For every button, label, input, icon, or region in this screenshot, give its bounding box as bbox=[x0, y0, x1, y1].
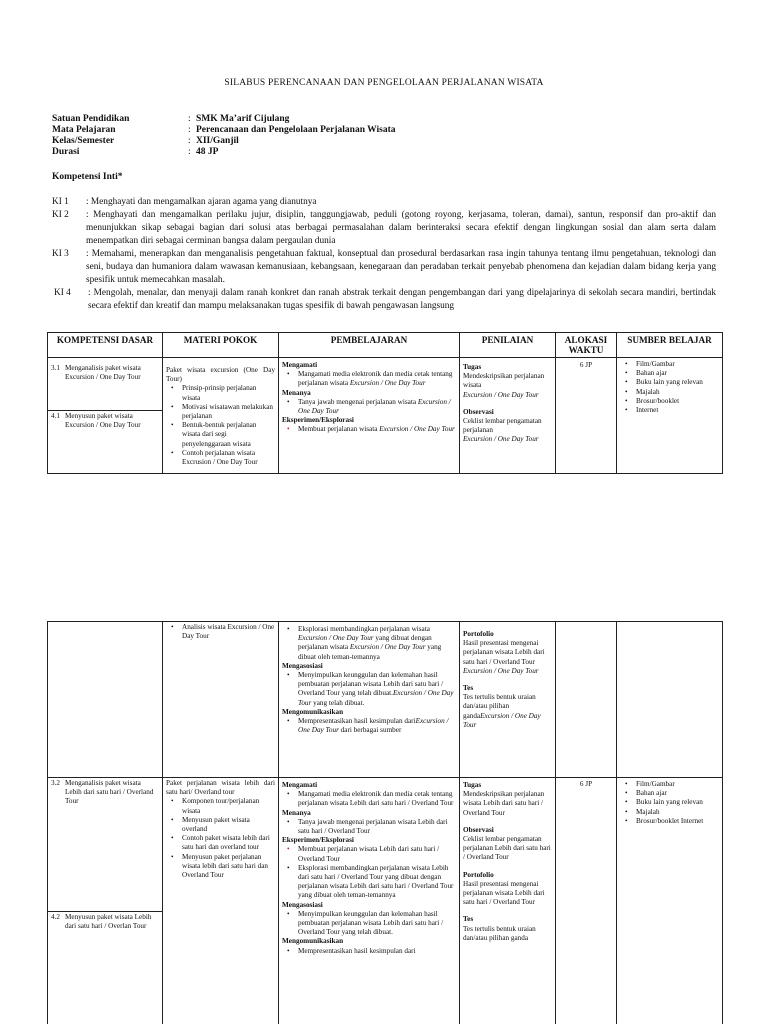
identity-row bbox=[52, 147, 396, 158]
activity-italic: Excursion / One Day Tour bbox=[349, 643, 426, 652]
identity-label: Kelas/Semester bbox=[52, 136, 115, 146]
materi-list bbox=[166, 623, 275, 641]
list-item: • Prinsip-prinsip perjalanan wisata bbox=[166, 384, 275, 402]
assessment-text: Mendeskripsikan perjalanan wisata Lebih dari satu hari / Overland Tour bbox=[463, 790, 545, 817]
header-alokasi-waktu: ALOKASI WAKTU bbox=[556, 333, 617, 358]
header-kompetensi-dasar: KOMPETENSI DASAR bbox=[48, 333, 163, 358]
page-title: SILABUS PERENCANAAN DAN PENGELOLAAN PERJALANAN WISATA bbox=[224, 78, 544, 88]
assessment-text: Hasil presentasi mengenai perjalanan wisata Lebih dari satu hari / Overland Tour bbox=[463, 879, 545, 907]
list-item bbox=[282, 425, 456, 434]
activity-text: yang telah dibuat. bbox=[311, 698, 365, 707]
materi-pokok-cell bbox=[163, 778, 279, 1024]
kd-text: Menganalisis paket wisata Lebih dari satu hari / Overland Tour bbox=[65, 779, 154, 806]
header-pembelajaran: PEMBELAJARAN bbox=[279, 333, 460, 358]
pembelajaran-cell bbox=[279, 778, 460, 1024]
list-item: • Contoh paket wisata lebih dari satu hari dan overland tour bbox=[166, 834, 275, 852]
section-mengkomunikasikan: Mengomunikasikan bbox=[282, 707, 344, 716]
ki-list bbox=[52, 196, 716, 313]
list-item bbox=[282, 370, 456, 388]
penilaian-cell bbox=[460, 358, 556, 474]
activity-text: Tanya jawab mengenai perjalanan wisata bbox=[298, 397, 418, 406]
sumber-cell bbox=[617, 622, 723, 778]
list-item: • Eksplorasi membandingkan perjalanan wisata Lebih dari satu hari / Overland Tour yang dibuat dengan perjalanan wisata Lebih dari satu hari / Overland Tour yang dibuat oleh teman-temannya bbox=[282, 864, 456, 901]
ki-item bbox=[54, 287, 716, 313]
sumber-list bbox=[620, 360, 719, 415]
list-item: • Tanya jawab mengenai perjalanan wisata Lebih dari satu hari / Overland Tour bbox=[282, 818, 456, 836]
activity-italic: Excursion / One Day Tour bbox=[298, 634, 374, 643]
list-item bbox=[282, 671, 456, 708]
kd-item bbox=[51, 364, 159, 410]
assessment-observasi: Observasi bbox=[463, 825, 494, 834]
kompetensi-dasar-cell bbox=[48, 622, 163, 778]
assessment-tes: Tes bbox=[463, 684, 474, 693]
list-item: • Bahan ajar bbox=[620, 789, 719, 798]
alokasi-cell bbox=[556, 778, 617, 1024]
list-item: • Komponen tour/perjalanan wisata bbox=[166, 797, 275, 815]
pembelajaran-cell bbox=[279, 358, 460, 474]
assessment-portofolio: Portofolio bbox=[463, 870, 494, 879]
alokasi-value: 6 JP bbox=[579, 361, 593, 369]
kd-text: Menyusun paket wisata Excursion / One Day Tour bbox=[65, 412, 141, 430]
assessment-italic: Excursion / One Day Tour bbox=[463, 711, 541, 729]
assessment-text: Tes tertulis bentuk uraian dan/atau pilihan ganda bbox=[463, 924, 536, 942]
assessment-tes: Tes bbox=[463, 915, 474, 924]
section-menanya: Menanya bbox=[282, 388, 311, 397]
list-item: • Mempresentasikan hasil kesimpulan dari bbox=[282, 947, 456, 956]
ki-heading: Kompetensi Inti* bbox=[52, 172, 123, 182]
kd-item bbox=[48, 410, 162, 430]
materi-list bbox=[166, 384, 275, 467]
activity-italic: Excursion / One Day Tour bbox=[298, 397, 451, 416]
identity-block bbox=[52, 114, 396, 158]
list-item: • Majalah bbox=[620, 808, 719, 817]
section-mengasosiasi: Mengasosiasi bbox=[282, 900, 323, 909]
section-mengamati: Mengamati bbox=[282, 781, 318, 789]
list-item: • Menyimpulkan keunggulan dan kelemahan hasil pembuatan perjalanan wisata Lebih dari satu hari / Overland Tour yang telah dibuat. bbox=[282, 910, 456, 938]
list-item: • Mangamati media elektronik dan media cetak tentang perjalanan wisata Lebih dari satu hari / Overland Tour bbox=[282, 790, 456, 808]
ki-number: KI 1 bbox=[52, 197, 69, 207]
activity-list bbox=[282, 717, 456, 735]
kompetensi-dasar-cell bbox=[48, 358, 163, 474]
assessment-text: Ceklist lembar pengamatan perjalanan Lebih dari satu hari / Overland Tour bbox=[463, 835, 551, 862]
activity-text: Eksplorasi membandingkan perjalanan wisata bbox=[298, 625, 430, 633]
assessment-text: Mendeskripsikan perjalanan wisata bbox=[463, 372, 545, 390]
section-mengkomunikasikan: Mengomunikasikan bbox=[282, 937, 344, 946]
header-materi-pokok: MATERI POKOK bbox=[163, 333, 279, 358]
list-item: • Buku lain yang relevan bbox=[620, 378, 719, 387]
identity-separator: : bbox=[188, 136, 191, 146]
identity-row bbox=[52, 125, 396, 136]
assessment-tugas: Tugas bbox=[463, 363, 482, 371]
assessment-portofolio: Portofolio bbox=[463, 630, 494, 638]
section-menanya: Menanya bbox=[282, 808, 311, 817]
ki-item bbox=[52, 196, 716, 209]
activity-italic: Excursion / One Day Tour bbox=[349, 379, 426, 388]
header-penilaian: PENILAIAN bbox=[460, 333, 556, 358]
ki-text: : Menghayati dan mengamalkan ajaran agama yang dianutnya bbox=[86, 197, 317, 207]
activity-italic: Excursion / One Day Tour bbox=[298, 689, 454, 707]
activity-list bbox=[282, 671, 456, 708]
activity-list bbox=[282, 845, 456, 900]
identity-value: 48 JP bbox=[196, 147, 219, 157]
identity-value: Perencanaan dan Pengelolaan Perjalanan Wisata bbox=[196, 125, 396, 135]
assessment-observasi: Observasi bbox=[463, 407, 494, 416]
list-item: • Menyusun paket wisata overland bbox=[166, 816, 275, 834]
activity-list bbox=[282, 910, 456, 938]
kd-number: 3.2 bbox=[51, 779, 60, 787]
ki-item bbox=[52, 248, 716, 287]
list-item: • Motivasi wisatawan melakukan perjalanan bbox=[166, 403, 275, 421]
activity-italic: Excursion / One Day Tour bbox=[379, 425, 455, 434]
alokasi-value: 6 JP bbox=[579, 780, 593, 788]
identity-label: Satuan Pendidikan bbox=[52, 114, 130, 124]
identity-value: XII/Ganjil bbox=[196, 136, 239, 146]
table-header-row bbox=[48, 333, 723, 358]
syllabus-table-2 bbox=[47, 621, 723, 1024]
penilaian-cell bbox=[460, 778, 556, 1024]
assessment-text: Ceklist lembar pengamatan perjalanan bbox=[463, 417, 542, 435]
identity-value: SMK Ma’arif Cijulang bbox=[196, 114, 290, 124]
identity-separator: : bbox=[188, 114, 191, 124]
list-item: • Internet bbox=[620, 406, 719, 415]
assessment-italic: Excursion / One Day Tour bbox=[463, 666, 539, 675]
kd-number: 4.2 bbox=[51, 913, 60, 921]
activity-text: Mempresentasikan hasil kesimpulan dari bbox=[298, 717, 416, 726]
list-item: • Brosur/booklet bbox=[620, 397, 719, 406]
assessment-tugas: Tugas bbox=[463, 781, 482, 789]
pembelajaran-cell bbox=[279, 622, 460, 778]
ki-number: KI 4 bbox=[54, 288, 71, 298]
activity-text: yang dibuat dengan perjalanan wisata bbox=[298, 634, 432, 652]
section-mengamati: Mengamati bbox=[282, 361, 318, 369]
activity-list bbox=[282, 790, 456, 808]
list-item: • Film/Gambar bbox=[620, 360, 719, 369]
activity-list bbox=[282, 398, 456, 416]
sumber-cell bbox=[617, 778, 723, 1024]
alokasi-cell bbox=[556, 622, 617, 778]
identity-separator: : bbox=[188, 147, 191, 157]
list-item bbox=[282, 398, 456, 416]
kd-item bbox=[48, 911, 162, 931]
activity-list bbox=[282, 425, 456, 434]
assessment-italic: Excursion / One Day Tour bbox=[463, 435, 539, 444]
list-item: • Membuat perjalanan wisata Lebih dari satu hari / Overland Tour bbox=[282, 845, 456, 863]
activity-list bbox=[282, 818, 456, 836]
assessment-text: Hasil presentasi mengenai perjalanan wisata Lebih dari satu hari / Overland Tour bbox=[463, 639, 545, 666]
materi-pokok-cell bbox=[163, 622, 279, 778]
ki-text: : Memahami, menerapkan dan menganalisis pengetahuan faktual, konseptual dan prosedural berdasarkan rasa ingin tahunya tentang ilmu pengetahuan, teknologi dan seni, budaya dan humaniora dalam wawasan kemanusiaan, kebangsaan, kenegaraan dan peradaban terkait penyebab phenomena dan kejadian dalam bidang kerja yang spesifik untuk memecahkan masalah. bbox=[86, 249, 716, 285]
kd-item bbox=[51, 779, 159, 911]
penilaian-cell bbox=[460, 622, 556, 778]
activity-text: Membuat perjalanan wisata bbox=[298, 425, 380, 434]
activity-text: Mangamati media elektronik dan media cetak tentang perjalanan wisata bbox=[298, 370, 453, 388]
ki-item bbox=[52, 209, 716, 248]
activity-italic: Excursion / One Day Tour bbox=[298, 717, 449, 735]
table-row bbox=[48, 358, 723, 474]
list-item: • Contoh perjalanan wisata Excrusion / One Day Tour bbox=[166, 449, 275, 467]
list-item: • Majalah bbox=[620, 388, 719, 397]
list-item: • Analisis wisata Excursion / One Day Tour bbox=[166, 623, 275, 641]
ki-number: KI 3 bbox=[52, 249, 69, 259]
ki-text: : Mengolah, menalar, dan menyaji dalam ranah konkret dan ranah abstrak terkait dengan pengembangan dari yang dipelajarinya di sekolah secara mandiri, bertindak secara efektif dan kreatif dan mampu melaksanakan tugas spesifik di bawah pengawasan langsung bbox=[88, 288, 716, 311]
kd-text: Menyusun paket wisata Lebih dari satu hari / Overlan Tour bbox=[65, 913, 152, 931]
section-eksperimen: Eksperimen/Eksplorasi bbox=[282, 836, 354, 845]
header-sumber-belajar: SUMBER BELAJAR bbox=[617, 333, 723, 358]
activity-text: Menyimpulkan keunggulan dan kelemahan hasil pembuatan perjalanan wisata Lebih dari satu hari / Overland Tour yang telah dibuat. bbox=[298, 671, 444, 698]
assessment-text bbox=[463, 693, 552, 730]
sumber-cell bbox=[617, 358, 723, 474]
table-row bbox=[48, 778, 723, 1024]
list-item: • Brosur/booklet Internet bbox=[620, 817, 719, 826]
activity-text: yang dibuat oleh teman-temannya bbox=[298, 643, 442, 661]
identity-row bbox=[52, 136, 396, 147]
activity-list bbox=[282, 625, 456, 662]
ki-number: KI 2 bbox=[52, 210, 69, 220]
identity-label: Durasi bbox=[52, 147, 80, 157]
materi-intro: Paket wisata excursion (One Day Tour) bbox=[166, 366, 275, 384]
identity-separator: : bbox=[188, 125, 191, 135]
assessment-tes-text: Tes tertulis bentuk uraian dan/atau pilihan ganda bbox=[463, 693, 536, 720]
assessment-italic: Excursion / One Day Tour bbox=[463, 390, 539, 399]
materi-intro: Paket perjalanan wisata lebih dari satu hari/ Overland tour bbox=[166, 779, 275, 797]
kd-number: 4.1 bbox=[51, 412, 60, 420]
identity-row bbox=[52, 114, 396, 125]
kd-number: 3.1 bbox=[51, 364, 60, 372]
materi-list bbox=[166, 797, 275, 880]
sumber-list bbox=[620, 780, 719, 826]
activity-list bbox=[282, 370, 456, 388]
section-eksperimen: Eksperimen/Eksplorasi bbox=[282, 416, 354, 425]
list-item: • Bahan ajar bbox=[620, 369, 719, 378]
identity-label: Mata Pelajaran bbox=[52, 125, 116, 135]
alokasi-cell bbox=[556, 358, 617, 474]
activity-text: dari berbagai sumber bbox=[338, 726, 402, 735]
kompetensi-dasar-cell bbox=[48, 778, 163, 1024]
syllabus-table-1 bbox=[47, 332, 723, 474]
table-row bbox=[48, 622, 723, 778]
list-item bbox=[282, 625, 456, 662]
section-mengasosiasi: Mengasosiasi bbox=[282, 661, 323, 670]
list-item bbox=[282, 717, 456, 735]
activity-list bbox=[282, 947, 456, 956]
ki-text: : Menghayati dan mengamalkan perilaku jujur, disiplin, tanggungjawab, peduli (gotong royong, kerjasama, toleran, damai), santun, responsif dan pro-aktif dan menunjukkan sikap sebagai bagian dari solusi atas berbagai permasalahan dalam berinteraksi secara efektif dengan lingkungan sosial dan alam serta dalam menempatkan diri sebagai cerminan bangsa dalam pergaulan dunia bbox=[86, 210, 716, 246]
list-item: • Bentuk-bentuk perjalanan wisata dari segi penyelenggaraan wisata bbox=[166, 421, 275, 449]
list-item: • Menyusun paket perjalanan wisata lebih dari satu hari dan Overland Tour bbox=[166, 853, 275, 881]
materi-pokok-cell bbox=[163, 358, 279, 474]
list-item: • Buku lain yang relevan bbox=[620, 798, 719, 807]
kd-text: Menganalisis paket wisata Excursion / One Day Tour bbox=[65, 364, 141, 382]
list-item: • Film/Gambar bbox=[620, 780, 719, 789]
